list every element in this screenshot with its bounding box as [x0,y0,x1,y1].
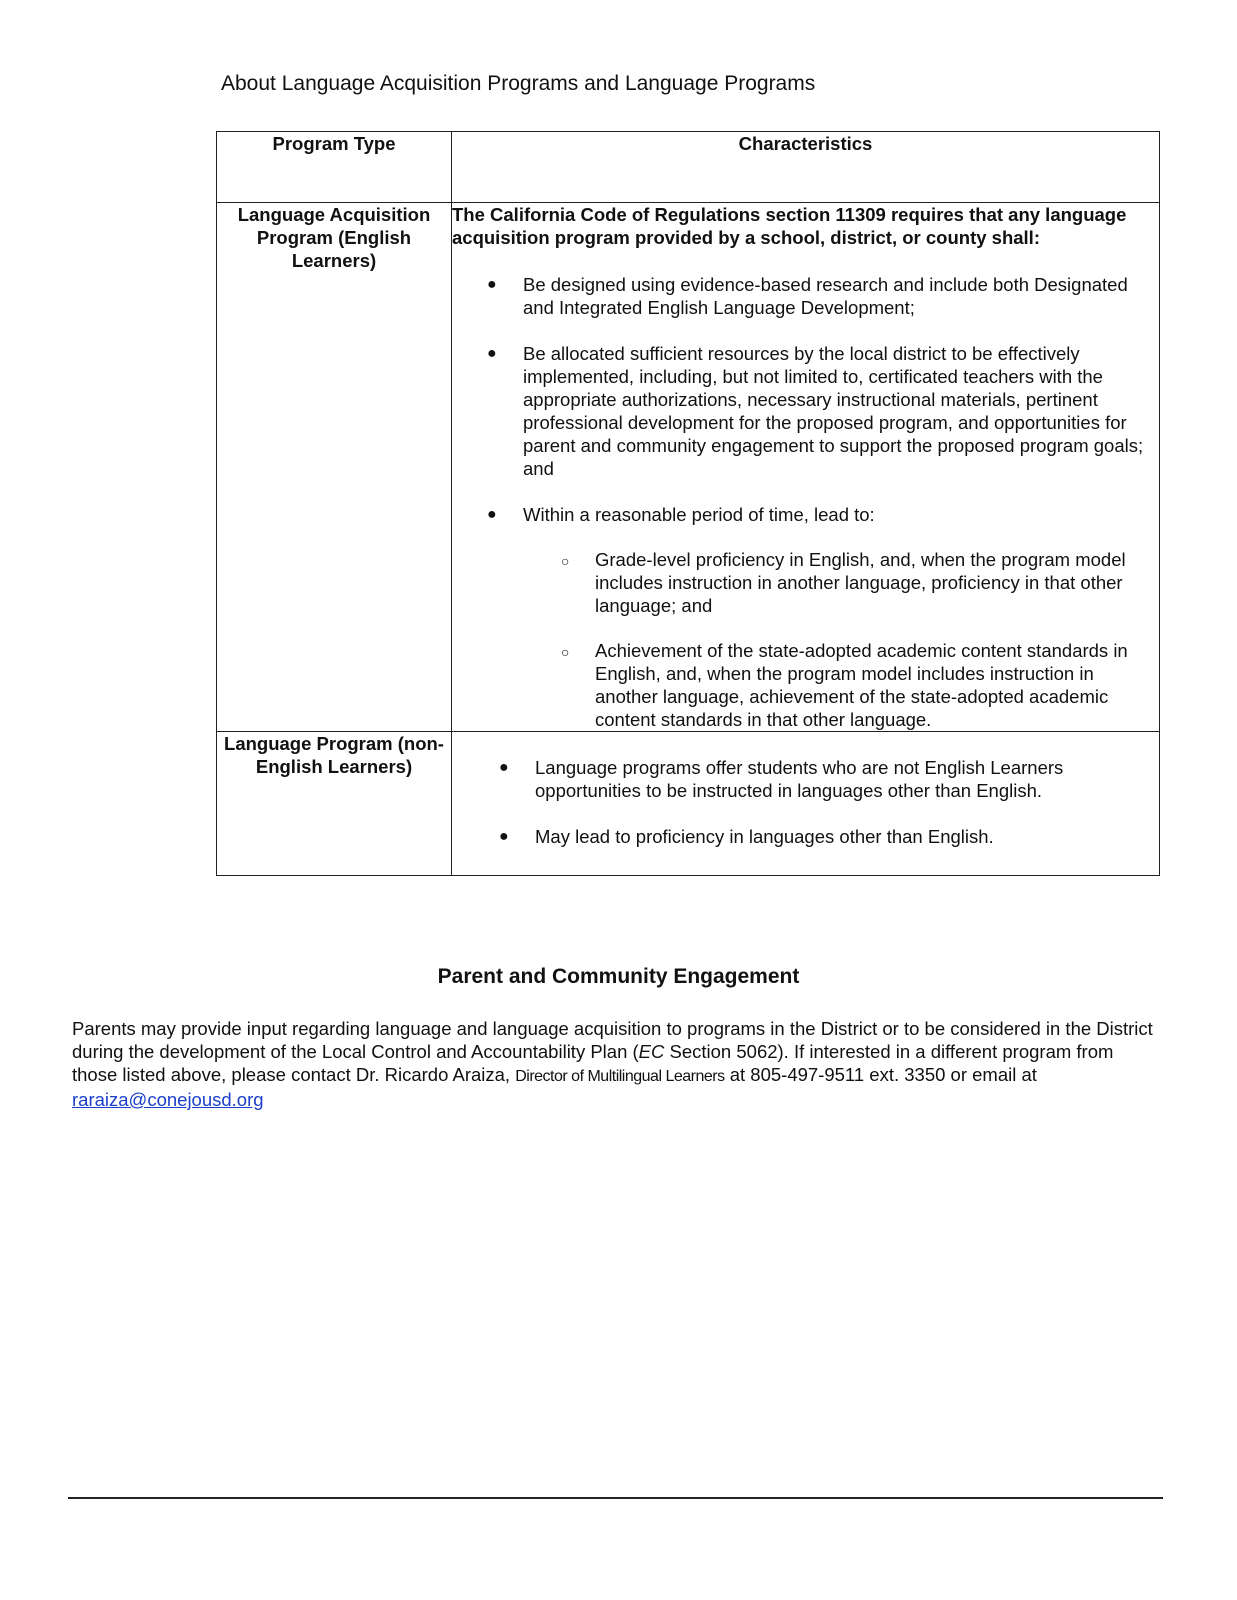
list-item [464,825,1145,848]
email-link[interactable]: raraiza@conejousd.org [72,1089,264,1110]
paragraph-text: Section 5062). If interested in a different program from those listed above, please contact Dr. Ricardo Araiza, [72,1041,1114,1085]
table-header-row [217,132,1160,203]
programs-table [216,131,1160,876]
requirements-list [452,273,1159,731]
characteristics-cell [452,732,1160,876]
list-item-text: Within a reasonable period of time, lead to: [523,504,875,525]
list-item [452,342,1159,480]
page-title: About Language Acquisition Programs and Language Programs [221,72,816,95]
bullet-icon: ● [499,759,509,776]
bullet-icon: ● [487,345,497,362]
circle-bullet-icon: ○ [561,553,570,569]
outcomes-sublist [523,548,1159,731]
program-type-label: Language Program (non-English Learners) [224,733,444,777]
paragraph-text: at 805-497-9511 ext. 3350 or email at [724,1064,1037,1085]
column-header-characteristics: Characteristics [452,132,1160,203]
circle-bullet-icon: ○ [561,644,570,660]
bullet-icon: ● [487,506,497,523]
program-type-label: Language Acquisition Program (English Learners) [237,204,431,271]
list-item-text: Be designed using evidence-based research and include both Designated and Integrated English Language Development; [523,274,1128,318]
list-item [452,273,1159,319]
engagement-paragraph [72,1017,1162,1111]
ec-abbreviation: EC [638,1041,665,1062]
characteristics-cell [452,203,1160,732]
footer-divider [68,1497,1163,1499]
sub-list-item [523,639,1159,731]
sub-list-item [523,548,1159,617]
list-item-text: Language programs offer students who are not English Learners opportunities to be instructed in languages other than English. [535,757,1064,801]
sub-list-item-text: Grade-level proficiency in English, and, when the program model includes instruction in another language, proficiency in that other language; and [595,549,1126,616]
paragraph-text: Parents may provide input regarding language and language acquisition to programs in the District or to be considered in the District during the development of the Local Control and Accountability Plan ( [72,1018,1153,1062]
bullet-icon: ● [487,276,497,293]
sub-list-item-text: Achievement of the state-adopted academic content standards in English, and, when the program model includes instruction in another language, achievement of the state-adopted academic content standards in that other language. [595,640,1128,730]
list-item-text: May lead to proficiency in languages other than English. [535,826,994,847]
list-item [464,756,1145,802]
bullet-icon: ● [499,828,509,845]
regulation-intro: The California Code of Regulations section 11309 requires that any language acquisition program provided by a school, district, or county shall: [452,204,1127,248]
column-header-program-type: Program Type [217,132,452,203]
language-program-list [464,756,1145,848]
program-type-cell [217,203,452,732]
director-title: Director of Multilingual Learners [515,1068,725,1085]
program-type-cell [217,732,452,876]
section-heading: Parent and Community Engagement [437,965,800,988]
table-row [217,203,1160,732]
list-item-text: Be allocated sufficient resources by the local district to be effectively implemented, including, but not limited to, certificated teachers with the appropriate authorizations, necessary instructional materials, pertinent professional development for the proposed program, and opportunities for parent and community engagement to support the proposed program goals; and [523,343,1144,479]
table-row [217,732,1160,876]
list-item [452,503,1159,731]
